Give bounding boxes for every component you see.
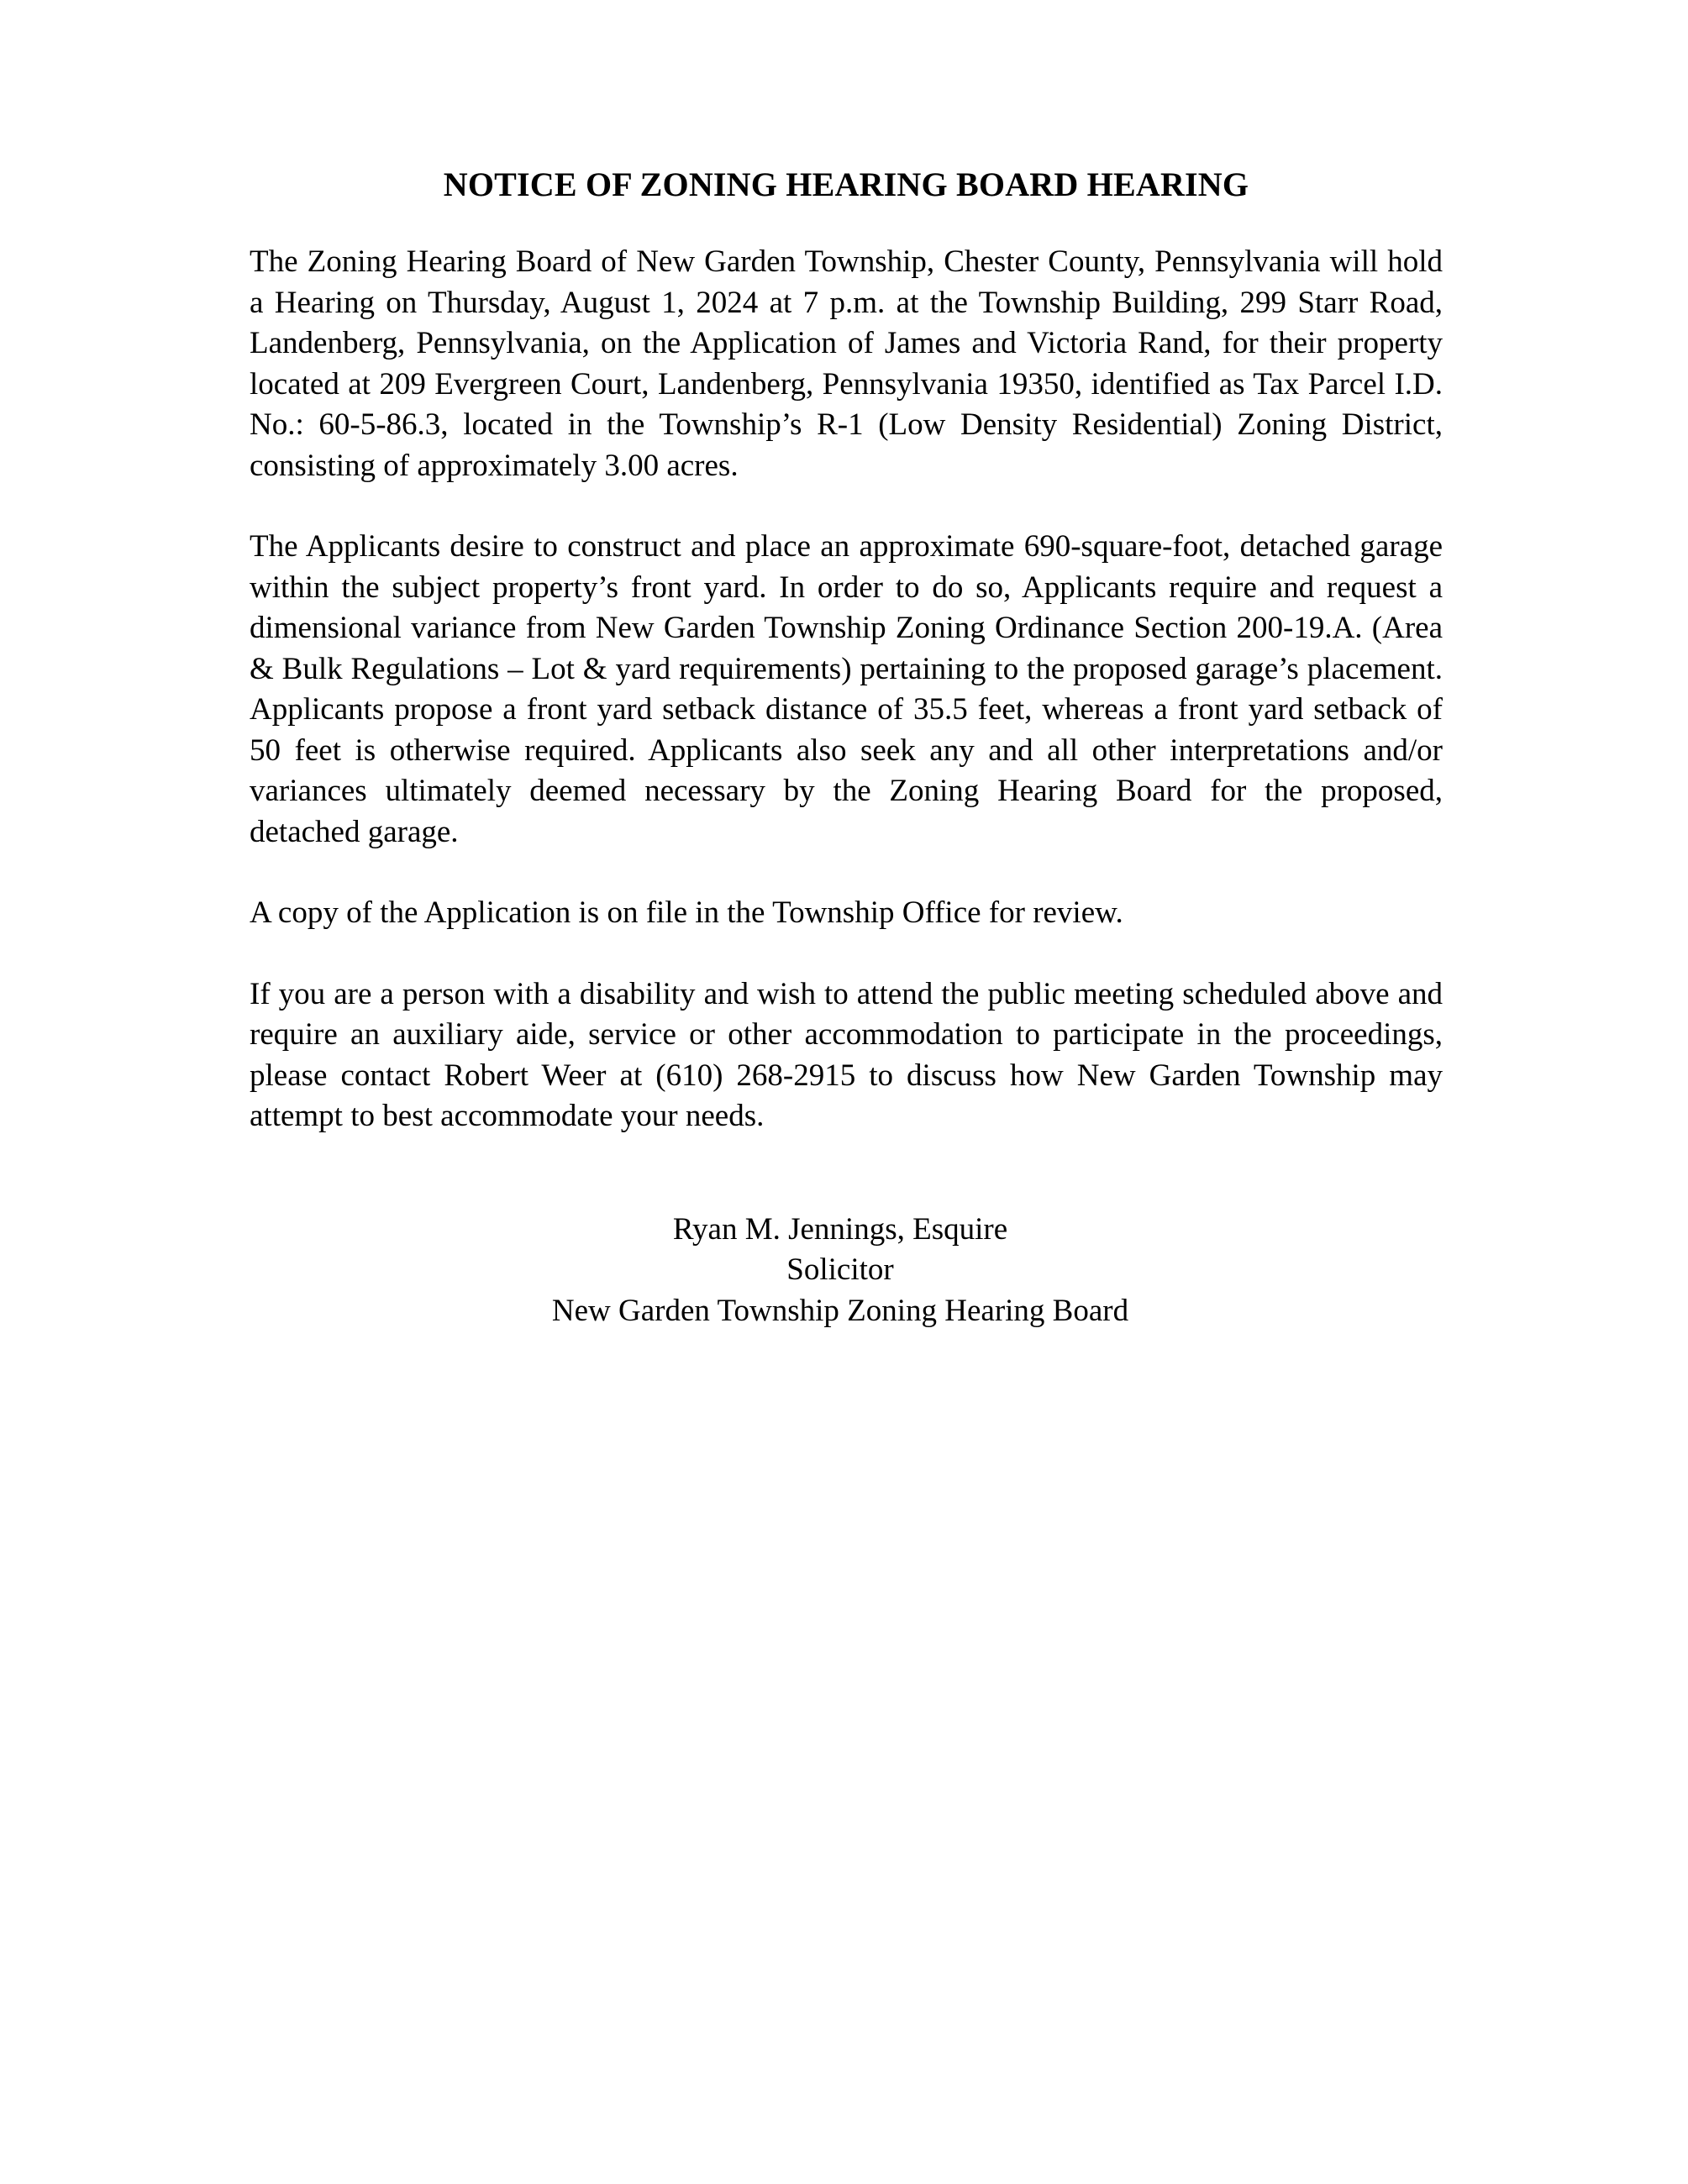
paragraph-hearing-details: The Zoning Hearing Board of New Garden Township, Chester County, Pennsylvania will hold a Hearing on Thursday, August 1, 2024 at 7 p.m. at the Township Building, 299 Starr Road, Landenberg, Pennsylvania, on the Application of James and Victoria Rand, for their property located at 209 Evergreen Court, Landenberg, Pennsylvania 19350, identified as Tax Parcel I.D. No.: 60-5-86.3, located in the Township’s R-1 (Low Density Residential) Zoning District, consisting of approximately 3.00 acres. <box>250 244 1443 483</box>
page-title: NOTICE OF ZONING HEARING BOARD HEARING <box>443 165 1249 203</box>
signatory-organization: New Garden Township Zoning Hearing Board <box>551 1293 1129 1328</box>
paragraph-variance-request: The Applicants desire to construct and place an approximate 690-square-foot, detached garage within the subject property’s front yard. In order to do so, Applicants require and request a dimensional variance from New Garden Township Zoning Ordinance Section 200-19.A. (Area & Bulk Regulations – Lot & yard requirements) pertaining to the proposed garage’s placement. Applicants propose a front yard setback distance of 35.5 feet, whereas a front yard setback of 50 feet is otherwise required. Applicants also seek any and all other interpretations and/or variances ultimately deemed necessary by the Zoning Hearing Board for the proposed, detached garage. <box>250 529 1443 849</box>
signatory-name: Ryan M. Jennings, Esquire <box>672 1211 1008 1247</box>
paragraph-accessibility-notice: If you are a person with a disability and wish to attend the public meeting scheduled above and require an auxiliary aide, service or other accommodation to participate in the proceedings, please contact Robert Weer at (610) 268-2915 to discuss how New Garden Township may attempt to best accommodate your needs. <box>250 976 1443 1133</box>
document-body <box>250 165 1443 1331</box>
paragraph-application-on-file: A copy of the Application is on file in the Township Office for review. <box>250 895 1123 930</box>
signatory-role: Solicitor <box>786 1252 894 1287</box>
signature-block <box>250 1210 1431 1332</box>
